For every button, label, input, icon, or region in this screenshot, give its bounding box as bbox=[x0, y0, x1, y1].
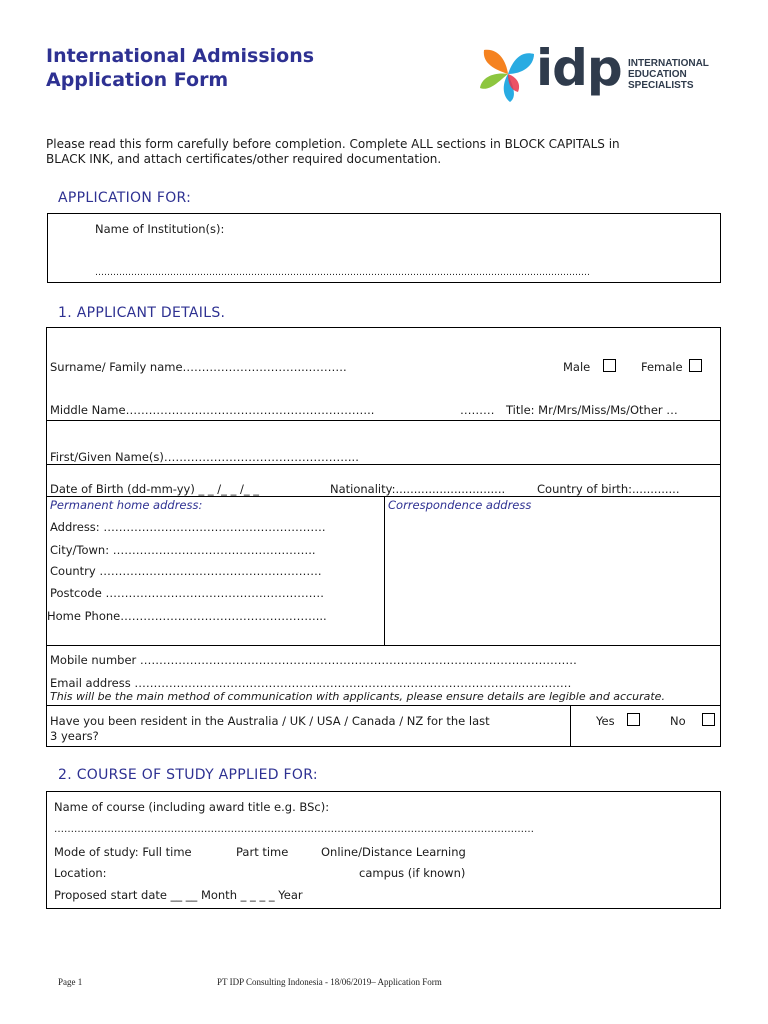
online-option[interactable]: Online/Distance Learning bbox=[321, 845, 466, 859]
nationality-field[interactable]: Nationality:.............................. bbox=[330, 482, 506, 496]
female-checkbox[interactable] bbox=[689, 359, 702, 372]
page-number: Page 1 bbox=[58, 977, 83, 987]
female-label: Female bbox=[641, 360, 683, 374]
intro-line-1: Please read this form carefully before completion. Complete ALL sections in BLOCK CAPITALS in bbox=[46, 137, 620, 151]
location-label: Location: bbox=[54, 866, 107, 880]
institution-field[interactable]: ………………………………………………………………………………………………………………………………………………… bbox=[95, 268, 590, 278]
form-title bbox=[46, 44, 314, 92]
home-phone-field[interactable]: Home Phone……………………………………………... bbox=[47, 609, 327, 623]
divider bbox=[46, 420, 721, 421]
title-dots: ……… bbox=[460, 403, 495, 417]
postcode-field[interactable]: Postcode ………………………………………………… bbox=[50, 586, 324, 600]
intro-line-2: BLACK INK, and attach certificates/other required documentation. bbox=[46, 152, 442, 166]
mode-of-study-label[interactable]: Mode of study: Full time bbox=[54, 845, 192, 859]
permanent-address-label: Permanent home address: bbox=[50, 498, 203, 512]
yes-checkbox[interactable] bbox=[627, 713, 640, 726]
divider bbox=[46, 705, 721, 706]
surname-field[interactable]: Surname/ Family name…………………………...………. bbox=[50, 360, 347, 374]
divider bbox=[570, 705, 571, 747]
divider bbox=[46, 645, 721, 646]
country-field[interactable]: Country …………………………………………………. bbox=[50, 564, 322, 578]
resident-question-line-1: Have you been resident in the Australia / UK / USA / Canada / NZ for the last bbox=[50, 714, 490, 728]
footer-info: PT IDP Consulting Indonesia - 18/06/2019– Application Form bbox=[217, 977, 442, 987]
resident-question-line-2: 3 years? bbox=[50, 729, 99, 743]
male-label: Male bbox=[563, 360, 591, 374]
middle-name-field[interactable]: Middle Name……………………………………………………….. bbox=[50, 403, 375, 417]
course-name-label: Name of course (including award title e.g. BSc): bbox=[54, 800, 330, 814]
idp-wordmark: idp bbox=[536, 39, 622, 97]
institution-label: Name of Institution(s): bbox=[95, 222, 225, 236]
divider bbox=[46, 464, 721, 465]
applicant-details-heading: 1. APPLICANT DETAILS. bbox=[58, 305, 226, 321]
correspondence-address-label: Correspondence address bbox=[388, 498, 532, 512]
country-of-birth-field[interactable]: Country of birth:............. bbox=[537, 482, 680, 496]
no-label: No bbox=[670, 714, 686, 728]
course-heading: 2. COURSE OF STUDY APPLIED FOR: bbox=[58, 767, 318, 783]
tagline-line-3: SPECIALISTS bbox=[628, 80, 694, 91]
intro-text bbox=[46, 137, 706, 167]
city-field[interactable]: City/Town: …………………………………………….. bbox=[50, 543, 316, 557]
application-for-heading: APPLICATION FOR: bbox=[58, 190, 192, 206]
mobile-field[interactable]: Mobile number …………………………………………………………………………………………………… bbox=[50, 653, 577, 667]
form-title-line-1: International Admissions bbox=[46, 45, 315, 67]
title-field[interactable]: Title: Mr/Mrs/Miss/Ms/Other … bbox=[506, 403, 678, 417]
male-checkbox[interactable] bbox=[603, 359, 616, 372]
yes-label: Yes bbox=[596, 714, 615, 728]
part-time-option[interactable]: Part time bbox=[236, 845, 289, 859]
email-note: This will be the main method of communication with applicants, please ensure details are legible and accurate. bbox=[50, 690, 665, 703]
dob-field[interactable]: Date of Birth (dd-mm-yy) _ _ /_ _ /_ _ bbox=[50, 482, 260, 496]
tagline-line-1: INTERNATIONAL bbox=[628, 58, 709, 69]
no-checkbox[interactable] bbox=[702, 713, 715, 726]
form-title-line-2: Application Form bbox=[46, 69, 229, 91]
tagline-line-2: EDUCATION bbox=[628, 69, 687, 80]
campus-field[interactable]: campus (if known) bbox=[359, 866, 466, 880]
idp-logo bbox=[478, 39, 728, 106]
first-name-field[interactable]: First/Given Name(s)…………………………………………... bbox=[50, 450, 359, 464]
divider bbox=[384, 496, 385, 645]
start-date-field[interactable]: Proposed start date __ __ Month _ _ _ _ Year bbox=[54, 888, 303, 902]
idp-flower-icon bbox=[478, 44, 540, 106]
idp-tagline bbox=[628, 58, 738, 91]
address-field[interactable]: Address: …………………………………………………. bbox=[50, 520, 326, 534]
email-field[interactable]: Email address …………………………………………………………………………………………………… bbox=[50, 676, 572, 690]
course-name-field[interactable]: ……………………………………………………………………………………………………………………………… bbox=[54, 824, 534, 835]
